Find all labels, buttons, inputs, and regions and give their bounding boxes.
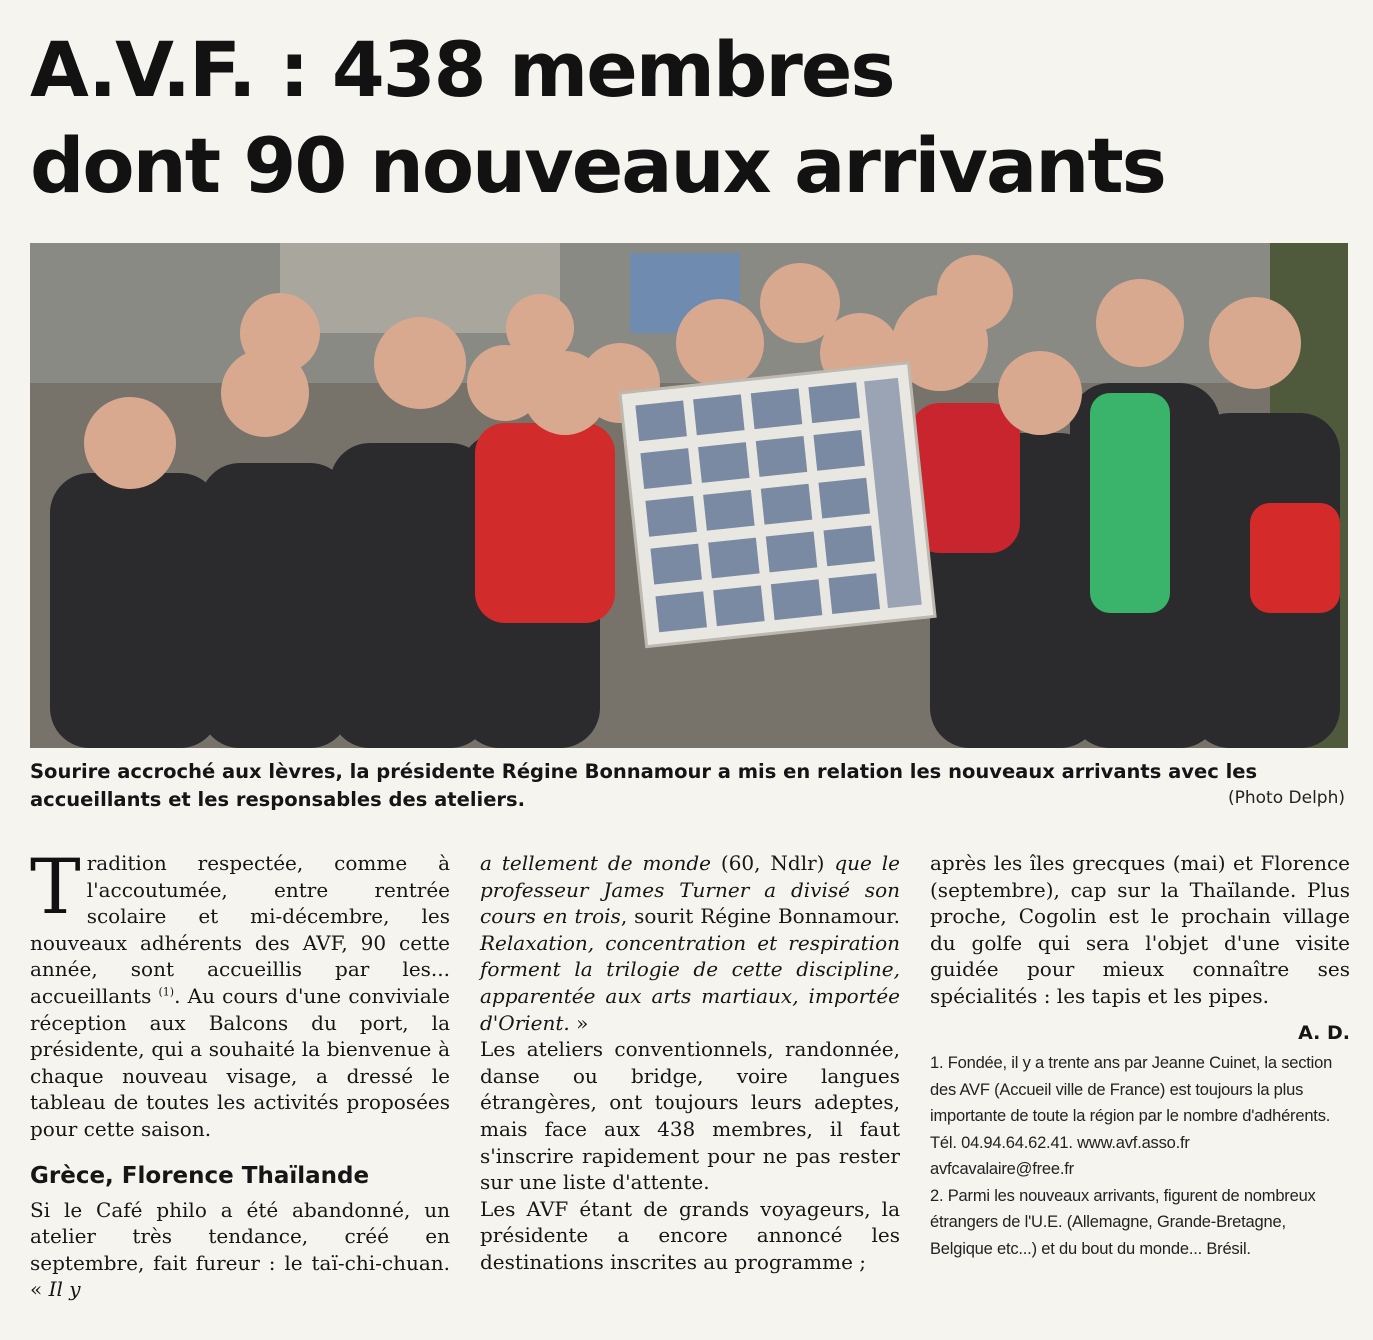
quote-attribution: , sourit Régine Bonnamour.: [620, 904, 900, 929]
article-column-1: [30, 842, 450, 1303]
headline-line-2: dont 90 nouveaux arrivants: [30, 121, 1165, 210]
group-photo: [30, 243, 1348, 748]
quote-close: »: [569, 1010, 589, 1035]
author-signature: A. D.: [1298, 1021, 1350, 1044]
paragraph-taichi: [30, 1197, 450, 1303]
paragraph-voyages: Les AVF étant de grands voyageurs, la présidente a encore annoncé les destinations inscrites au programme ;: [480, 1196, 900, 1274]
group-photo-illustration: [30, 243, 1348, 748]
footnote-2: 2. Parmi les nouveaux arrivants, figurent de nombreux étrangers de l'U.E. (Allemagne, Grande-Bretagne, Belgique etc...) et du bout du monde... Brésil.: [930, 1186, 1316, 1258]
footnotes: [930, 1050, 1350, 1262]
subheading: Grèce, Florence Thaïlande: [30, 1162, 370, 1189]
photo-credit: (Photo Delph): [1228, 788, 1345, 808]
quote-part-b: que le professeur James Turner a divisé son cours en trois: [480, 851, 901, 929]
article-column-2: [480, 850, 900, 1276]
paragraph-intro: [30, 842, 450, 1143]
photo-caption: Sourire accroché aux lèvres, la présidente Régine Bonnamour a mis en relation les nouveaux arrivants avec les accueillants et les responsables des ateliers.: [30, 760, 1258, 811]
quote-aside: (60, Ndlr): [711, 851, 835, 875]
headline: [30, 22, 1350, 214]
paragraph-ateliers: Les ateliers conventionnels, randonnée, danse ou bridge, voire langues étrangères, ont toujours leurs adeptes, mais face aux 438 membres, il faut s'inscrire rapidement pour ne pas rester sur une liste d'attente.: [480, 1037, 900, 1195]
headline-line-1: A.V.F. : 438 membres: [30, 25, 894, 114]
paragraph-quote: [480, 850, 900, 1036]
taichi-quote-start: Il y: [42, 1277, 81, 1302]
drop-cap: T: [30, 842, 81, 931]
quote-part-c: Relaxation, concentration et respiration forment la trilogie de cette discipline, apparentée aux arts martiaux, importée d'Orient.: [480, 930, 900, 1035]
quote-part-a: a tellement de monde: [480, 851, 711, 875]
paragraph-destinations: après les îles grecques (mai) et Florence (septembre), cap sur la Thaïlande. Plus proche, Cogolin est le prochain village du golfe qui sera l'objet d'une visite guidée pour mieux connaître ses spécialités : les tapis et les pipes.: [930, 851, 1350, 1008]
contact-phone-web: Tél. 04.94.64.62.41. www.avf.asso.fr: [930, 1133, 1190, 1152]
intro-text: radition respectée, comme à l'accoutumée, entre rentrée scolaire et mi-décembre, les nouveaux adhérents des AVF, 90 cette année, sont accueillis par les... accueillants: [30, 851, 450, 1008]
footnote-1: 1. Fondée, il y a trente ans par Jeanne Cuinet, la section des AVF (Accueil ville de France) est toujours la plus importante de toute la région par le nombre d'adhérents.: [930, 1054, 1333, 1126]
footnote-ref-1: (1): [158, 985, 175, 999]
taichi-text: Si le Café philo a été abandonné, un atelier très tendance, créé en septembre, fait fureur : le taï-chi-chuan. «: [30, 1197, 450, 1302]
article-column-3: [930, 850, 1350, 1262]
intro-text-end: . Au cours d'une conviviale réception aux Balcons du port, la présidente, qui a souhaité la bienvenue à chaque nouveau visage, a dressé le tableau de toutes les activités proposées pour cette saison.: [30, 983, 450, 1141]
contact-email: avfcavalaire@free.fr: [930, 1160, 1074, 1179]
